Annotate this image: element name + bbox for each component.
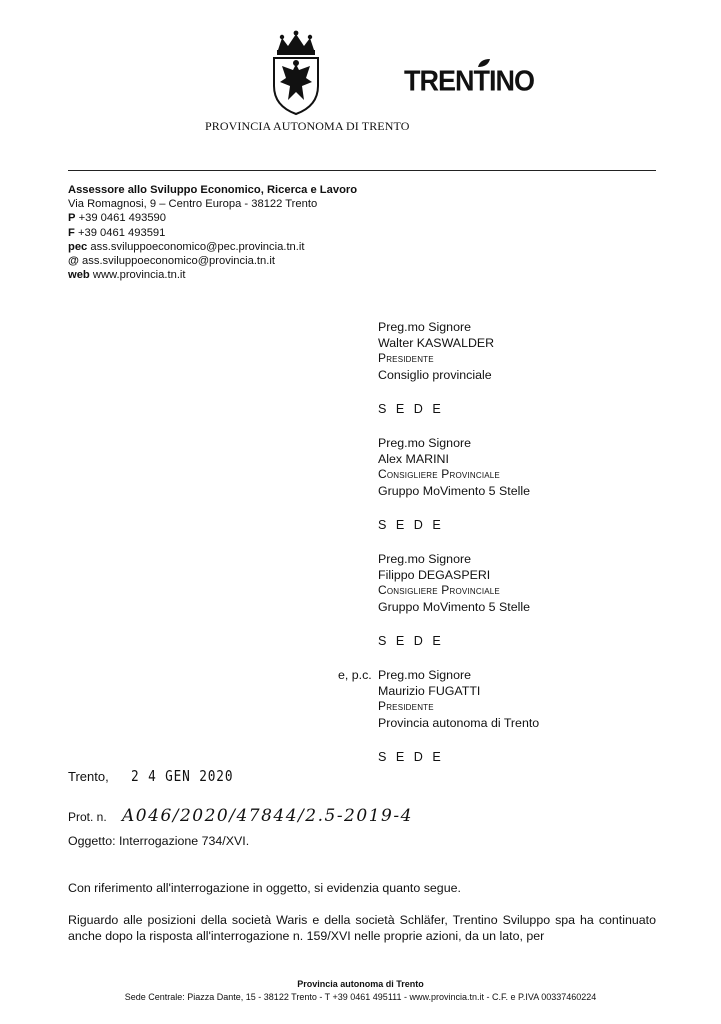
sender-fax: F +39 0461 493591 bbox=[68, 226, 166, 239]
provincia-header: PROVINCIA AUTONOMA DI TRENTO bbox=[205, 119, 410, 133]
recipient-role: Consigliere Provinciale bbox=[378, 467, 500, 482]
recipient-salutation: Preg.mo Signore bbox=[378, 435, 471, 450]
recipient-salutation: Preg.mo Signore bbox=[378, 551, 471, 566]
recipient bbox=[378, 320, 539, 383]
cc-recipient bbox=[338, 667, 540, 731]
recipient bbox=[378, 436, 539, 499]
recipient-org: Consiglio provinciale bbox=[378, 367, 492, 382]
protocol-number: A046/2020/47844/2.5-2019-4 bbox=[122, 806, 413, 826]
recipient-org: Provincia autonoma di Trento bbox=[378, 715, 540, 730]
protocol-label: Prot. n. bbox=[68, 810, 107, 824]
recipient-org: Gruppo MoVimento 5 Stelle bbox=[378, 599, 530, 614]
protocol-line bbox=[68, 806, 413, 826]
recipient-salutation: Preg.mo Signore bbox=[378, 667, 471, 682]
sender-pec: pec ass.sviluppoeconomico@pec.provincia.tn.it bbox=[68, 240, 305, 253]
body-paragraph: Riguardo alle posizioni della società Waris e della società Schläfer, Trentino Sviluppo spa ha continuato anche dopo la risposta all'interrogazione n. 159/XVI nelle proprie azioni, da un lato, per bbox=[68, 913, 656, 943]
recipient-name: Walter KASWALDER bbox=[378, 335, 495, 350]
place-label: Trento, bbox=[68, 769, 109, 784]
sender-department: Assessore allo Sviluppo Economico, Ricerca e Lavoro bbox=[68, 184, 358, 196]
recipient-org: Gruppo MoVimento 5 Stelle bbox=[378, 483, 530, 498]
recipient-sede: S E D E bbox=[378, 634, 444, 649]
recipient-sede: S E D E bbox=[378, 750, 444, 765]
subject-line: Oggetto: Interrogazione 734/XVI. bbox=[68, 834, 250, 848]
recipient-sede: S E D E bbox=[378, 518, 444, 533]
sender-email: @ ass.sviluppoeconomico@provincia.tn.it bbox=[68, 255, 275, 268]
header-divider bbox=[68, 170, 656, 171]
sender-block bbox=[68, 183, 357, 282]
date-stamp: 2 4 GEN 2020 bbox=[131, 767, 234, 785]
recipient-salutation: Preg.mo Signore bbox=[378, 320, 471, 334]
page-footer bbox=[0, 978, 721, 1004]
sender-phone: P +39 0461 493590 bbox=[68, 212, 166, 225]
footer-details: Sede Centrale: Piazza Dante, 15 - 38122 Trento - T +39 0461 495111 - www.provincia.tn.it - C.F. e P.IVA 00337460224 bbox=[124, 992, 597, 1002]
recipient-name: Maurizio FUGATTI bbox=[378, 683, 481, 698]
trentino-logo: TRENTINO bbox=[404, 65, 534, 97]
recipient-role: Consigliere Provinciale bbox=[378, 583, 500, 598]
recipient-name: Alex MARINI bbox=[378, 451, 449, 466]
body-paragraph: Con riferimento all'interrogazione in oggetto, si evidenzia quanto segue. bbox=[68, 881, 461, 895]
recipient-role: Presidente bbox=[378, 699, 434, 714]
recipient-name: Filippo DEGASPERI bbox=[378, 567, 491, 582]
sender-address: Via Romagnosi, 9 – Centro Europa - 38122 Trento bbox=[68, 198, 318, 211]
cc-prefix: e, p.c. bbox=[338, 667, 372, 682]
footer-name: Provincia autonoma di Trento bbox=[297, 979, 424, 989]
recipient-sede: S E D E bbox=[378, 402, 444, 417]
recipients-block bbox=[338, 320, 540, 784]
leaf-icon bbox=[477, 58, 491, 68]
sender-web: web www.provincia.tn.it bbox=[68, 269, 186, 282]
recipient-role: Presidente bbox=[378, 351, 434, 366]
date-line bbox=[68, 767, 243, 785]
provincia-coat-of-arms bbox=[268, 30, 324, 116]
recipient bbox=[378, 552, 539, 615]
